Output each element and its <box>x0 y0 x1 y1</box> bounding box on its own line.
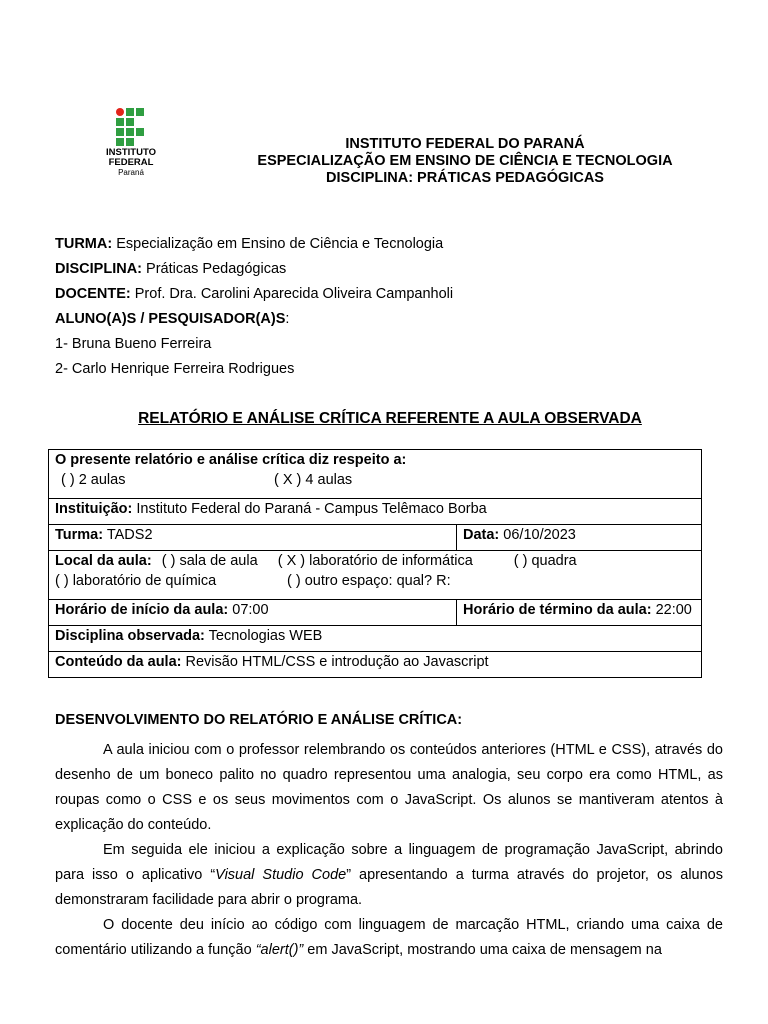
termino-value: 22:00 <box>651 602 692 618</box>
option-4-aulas: ( X ) 4 aulas <box>274 472 353 488</box>
local-label: Local da aula: <box>55 553 152 569</box>
logo-grid-icon <box>116 108 144 146</box>
paragraph-3 <box>55 913 723 963</box>
form-local-cell <box>49 551 702 600</box>
paragraph-3-emphasis: “alert()” <box>255 942 304 958</box>
info-docente-label: DOCENTE: <box>55 286 131 302</box>
paragraph-2 <box>55 838 723 913</box>
local-option-outro: ( ) outro espaço: qual? R: <box>287 573 451 589</box>
logo-line3: Paraná <box>118 168 144 177</box>
course-info <box>55 232 453 382</box>
document-header <box>200 136 730 187</box>
disciplina-observada-value: Tecnologias WEB <box>204 628 323 644</box>
observation-form-table <box>48 449 702 678</box>
section-title: DESENVOLVIMENTO DO RELATÓRIO E ANÁLISE CRÍTICA: <box>55 712 463 728</box>
form-termino-cell <box>457 600 702 626</box>
paragraph-2-part-b: ” apresentando a turma através do projetor, os alunos demonstraram facilidade para abrir o programa. <box>55 867 723 908</box>
info-alunos <box>55 307 453 332</box>
header-line3: DISCIPLINA: PRÁTICAS PEDAGÓGICAS <box>326 170 604 186</box>
option-2-aulas: ( ) 2 aulas <box>61 472 126 488</box>
report-title: RELATÓRIO E ANÁLISE CRÍTICA REFERENTE A AULA OBSERVADA <box>138 410 642 427</box>
header-line2: ESPECIALIZAÇÃO EM ENSINO DE CIÊNCIA E TECNOLOGIA <box>257 153 673 169</box>
local-option-sala: ( ) sala de aula <box>161 553 258 569</box>
report-body <box>55 738 723 963</box>
form-instituicao-cell <box>49 499 702 525</box>
header-line1: INSTITUTO FEDERAL DO PARANÁ <box>345 136 585 152</box>
info-aluno1: 1- Bruna Bueno Ferreira <box>55 336 212 352</box>
form-conteudo-cell <box>49 652 702 678</box>
turma-label: Turma: <box>55 527 104 543</box>
inicio-label: Horário de início da aula: <box>55 602 229 618</box>
info-disciplina-label: DISCIPLINA: <box>55 261 142 277</box>
conteudo-value: Revisão HTML/CSS e introdução ao Javascript <box>181 654 489 670</box>
institution-logo <box>96 108 166 178</box>
inicio-value: 07:00 <box>228 602 269 618</box>
local-option-lab-info: ( X ) laboratório de informática <box>277 553 473 569</box>
info-turma <box>55 232 453 257</box>
disciplina-observada-label: Disciplina observada: <box>55 628 205 644</box>
logo-line1: INSTITUTO <box>106 147 156 158</box>
logo-text <box>96 148 166 178</box>
form-inicio-cell <box>49 600 457 626</box>
form-turma-cell <box>49 525 457 551</box>
info-docente-value: Prof. Dra. Carolini Aparecida Oliveira Campanholi <box>130 286 454 302</box>
paragraph-1: A aula iniciou com o professor relembrando os conteúdos anteriores (HTML e CSS), através do desenho de um boneco palito no quadro representou uma analogia, seu corpo era como HTML, as roupas como o CSS e os seus movimentos com o JavaScript. Os alunos se mantiveram atentos à explicação do conteúdo. <box>55 742 723 833</box>
form-aulas-options <box>55 472 695 488</box>
info-docente <box>55 282 453 307</box>
data-label: Data: <box>463 527 500 543</box>
turma-value: TADS2 <box>103 527 153 543</box>
info-turma-label: TURMA: <box>55 236 113 252</box>
termino-label: Horário de término da aula: <box>463 602 652 618</box>
info-turma-value: Especialização em Ensino de Ciência e Tecnologia <box>112 236 444 252</box>
info-disciplina-value: Práticas Pedagógicas <box>142 261 287 277</box>
paragraph-2-emphasis: Visual Studio Code <box>215 867 347 883</box>
instituicao-label: Instituição: <box>55 501 133 517</box>
info-aluno2: 2- Carlo Henrique Ferreira Rodrigues <box>55 361 295 377</box>
info-alunos-label: ALUNO(A)S / PESQUISADOR(A)S <box>55 311 286 327</box>
paragraph-3-part-b: em JavaScript, mostrando uma caixa de mensagem na <box>303 942 662 958</box>
paragraph-2-part-a: Em seguida ele iniciou a explicação sobre a linguagem de programação JavaScript, abrindo para isso o aplicativo “ <box>55 842 723 883</box>
conteudo-label: Conteúdo da aula: <box>55 654 182 670</box>
form-data-cell <box>457 525 702 551</box>
local-option-quadra: ( ) quadra <box>513 553 577 569</box>
form-disciplina-cell <box>49 626 702 652</box>
form-intro: O presente relatório e análise crítica diz respeito a: <box>55 452 407 468</box>
logo-line2: FEDERAL <box>108 157 154 168</box>
instituicao-value: Instituto Federal do Paraná - Campus Telêmaco Borba <box>132 501 487 517</box>
local-row1 <box>55 553 695 569</box>
info-alunos-colon: : <box>285 311 290 327</box>
local-row2 <box>55 573 695 589</box>
info-disciplina <box>55 257 453 282</box>
paragraph-3-part-a: O docente deu início ao código com linguagem de marcação HTML, criando uma caixa de comentário utilizando a função <box>55 917 723 958</box>
form-intro-cell <box>49 450 702 499</box>
local-option-lab-quimica: ( ) laboratório de química <box>55 573 217 589</box>
data-value: 06/10/2023 <box>499 527 576 543</box>
